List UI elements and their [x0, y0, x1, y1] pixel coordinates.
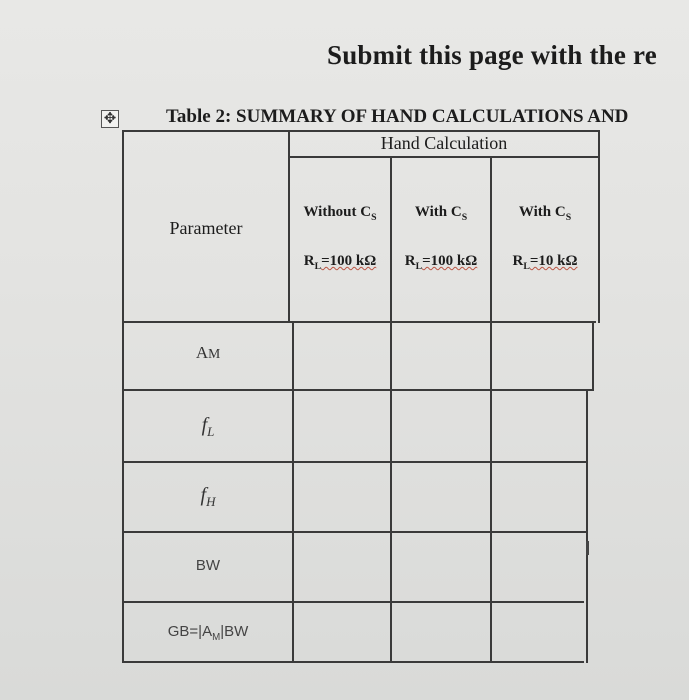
value-cell-gb-1[interactable] [294, 603, 390, 661]
value-cell-fl-2[interactable] [392, 391, 490, 461]
row-label-bw: BW [195, 557, 221, 574]
value-cell-fl-1[interactable] [294, 391, 390, 461]
row-label-fl: $f_L$ [201, 414, 215, 439]
value-cell-am-1[interactable] [294, 323, 390, 389]
column-load-2: $R_L=100$ kΩ [404, 253, 478, 272]
table-move-handle-icon[interactable]: ✥ [101, 110, 119, 128]
value-cell-fh-1[interactable] [294, 463, 390, 531]
value-cell-am-2[interactable] [392, 323, 490, 389]
value-cell-bw-2[interactable] [392, 533, 490, 601]
parameter-header: Parameter [169, 218, 243, 238]
group-header-hand-calculation: Hand Calculation [380, 133, 508, 153]
column-header-3: With $C_S$ [518, 204, 572, 223]
table-caption: Table 2: SUMMARY OF HAND CALCULATIONS AND [166, 106, 629, 127]
value-cell-am-3[interactable] [492, 323, 592, 389]
row-label-fh: $f_H$ [200, 484, 216, 509]
column-header-2: With $C_S$ [414, 204, 468, 223]
page-title: Submit this page with the re [327, 40, 657, 70]
value-cell-fh-3[interactable] [492, 463, 586, 531]
column-load-3: $R_L=10$ kΩ [512, 253, 578, 272]
value-cell-bw-1[interactable] [294, 533, 390, 601]
value-cell-gb-3[interactable] [492, 603, 586, 661]
value-cell-fh-2[interactable] [392, 463, 490, 531]
value-cell-fl-3[interactable] [492, 391, 586, 461]
row-label-gb: $GB=|A_M|BW$ [167, 623, 249, 643]
value-cell-gb-2[interactable] [392, 603, 490, 661]
column-load-1: $R_L=100$ kΩ [303, 253, 377, 272]
value-cell-bw-3[interactable] [492, 533, 586, 601]
row-label-am: AM [195, 343, 221, 362]
column-header-1: Without $C_S$ [303, 204, 377, 223]
